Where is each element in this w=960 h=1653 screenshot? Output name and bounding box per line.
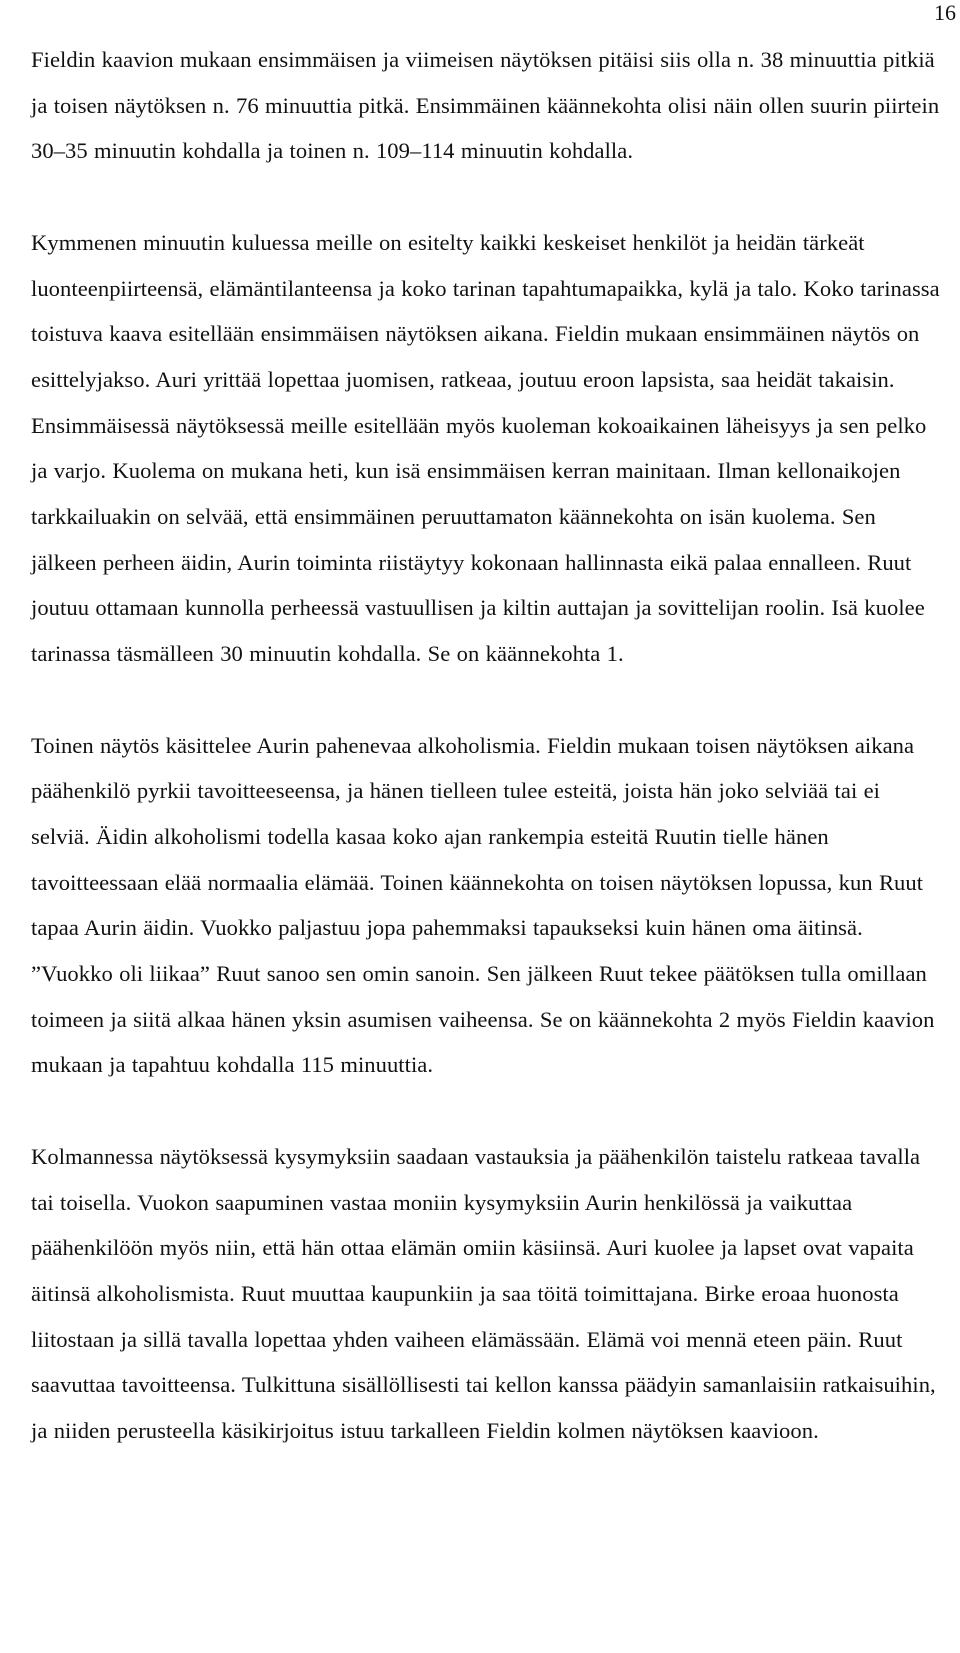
paragraph-1: Fieldin kaavion mukaan ensimmäisen ja viimeisen näytöksen pitäisi siis olla n. 38 minuuttia pitkiä ja toisen näytöksen n. 76 minuuttia pitkä. Ensimmäinen käännekohta olisi näin ollen suurin piirtein 30–35 minuutin kohdalla ja toinen n. 109–114 minuutin kohdalla. — [31, 47, 940, 164]
paragraph-4: Kolmannessa näytöksessä kysymyksiin saadaan vastauksia ja päähenkilön taistelu ratkeaa tavalla tai toisella. Vuokon saapuminen vastaa moniin kysymyksiin Aurin henkilössä ja vaikuttaa päähenkilöön myös niin, että hän ottaa elämän omiin käsiinsä. Auri kuolee ja lapset ovat vapaita äitinsä alkoholismista. Ruut muuttaa kaupunkiin ja saa töitä toimittajana. Birke eroaa huonosta liitostaan ja sillä tavalla lopettaa yhden vaiheen elämässään. Elämä voi mennä eteen päin. Ruut saavuttaa tavoitteensa. Tulkittuna sisällöllisesti tai kellon kanssa päädyin samanlaisiin ratkaisuihin, ja niiden perusteella käsikirjoitus istuu tarkalleen Fieldin kolmen näytöksen kaavioon. — [31, 1143, 936, 1444]
page-number: 16 — [934, 0, 956, 25]
body-text — [31, 37, 943, 1454]
paragraph-2: Kymmenen minuutin kuluessa meille on esitelty kaikki keskeiset henkilöt ja heidän tärkeät luonteenpiirteensä, elämäntilanteensa ja koko tarinan tapahtumapaikka, kylä ja talo. Koko tarinassa toistuva kaava esitellään ensimmäisen näytöksen aikana. Fieldin mukaan ensimmäinen näytös on esittelyjakso. Auri yrittää lopettaa juomisen, ratkeaa, joutuu eroon lapsista, saa heidät takaisin. Ensimmäisessä näytöksessä meille esitellään myös kuoleman kokoaikainen läheisyys ja sen pelko ja varjo. Kuolema on mukana heti, kun isä ensimmäisen kerran mainitaan. Ilman kellonaikojen tarkkailuakin on selvää, että ensimmäinen peruuttamaton käännekohta on isän kuolema. Sen jälkeen perheen äidin, Aurin toiminta riistäytyy kokonaan hallinnasta eikä palaa ennalleen. Ruut joutuu ottamaan kunnolla perheessä vastuullisen ja kiltin auttajan ja sovittelijan roolin. Isä kuolee tarinassa täsmälleen 30 minuutin kohdalla. Se on käännekohta 1. — [31, 229, 940, 667]
paragraph-3: Toinen näytös käsittelee Aurin pahenevaa alkoholismia. Fieldin mukaan toisen näytöksen aikana päähenkilö pyrkii tavoitteeseensa, ja hänen tielleen tulee esteitä, joista hän joko selviää tai ei selviä. Äidin alkoholismi todella kasaa koko ajan rankempia esteitä Ruutin tielle hänen tavoitteessaan elää normaalia elämää. Toinen käännekohta on toisen näytöksen lopussa, kun Ruut tapaa Aurin äidin. Vuokko paljastuu jopa pahemmaksi tapaukseksi kuin hänen oma äitinsä. ”Vuokko oli liikaa” Ruut sanoo sen omin sanoin. Sen jälkeen Ruut tekee päätöksen tulla omillaan toimeen ja siitä alkaa hänen yksin asumisen vaiheensa. Se on käännekohta 2 myös Fieldin kaavion mukaan ja tapahtuu kohdalla 115 minuuttia. — [31, 732, 935, 1078]
